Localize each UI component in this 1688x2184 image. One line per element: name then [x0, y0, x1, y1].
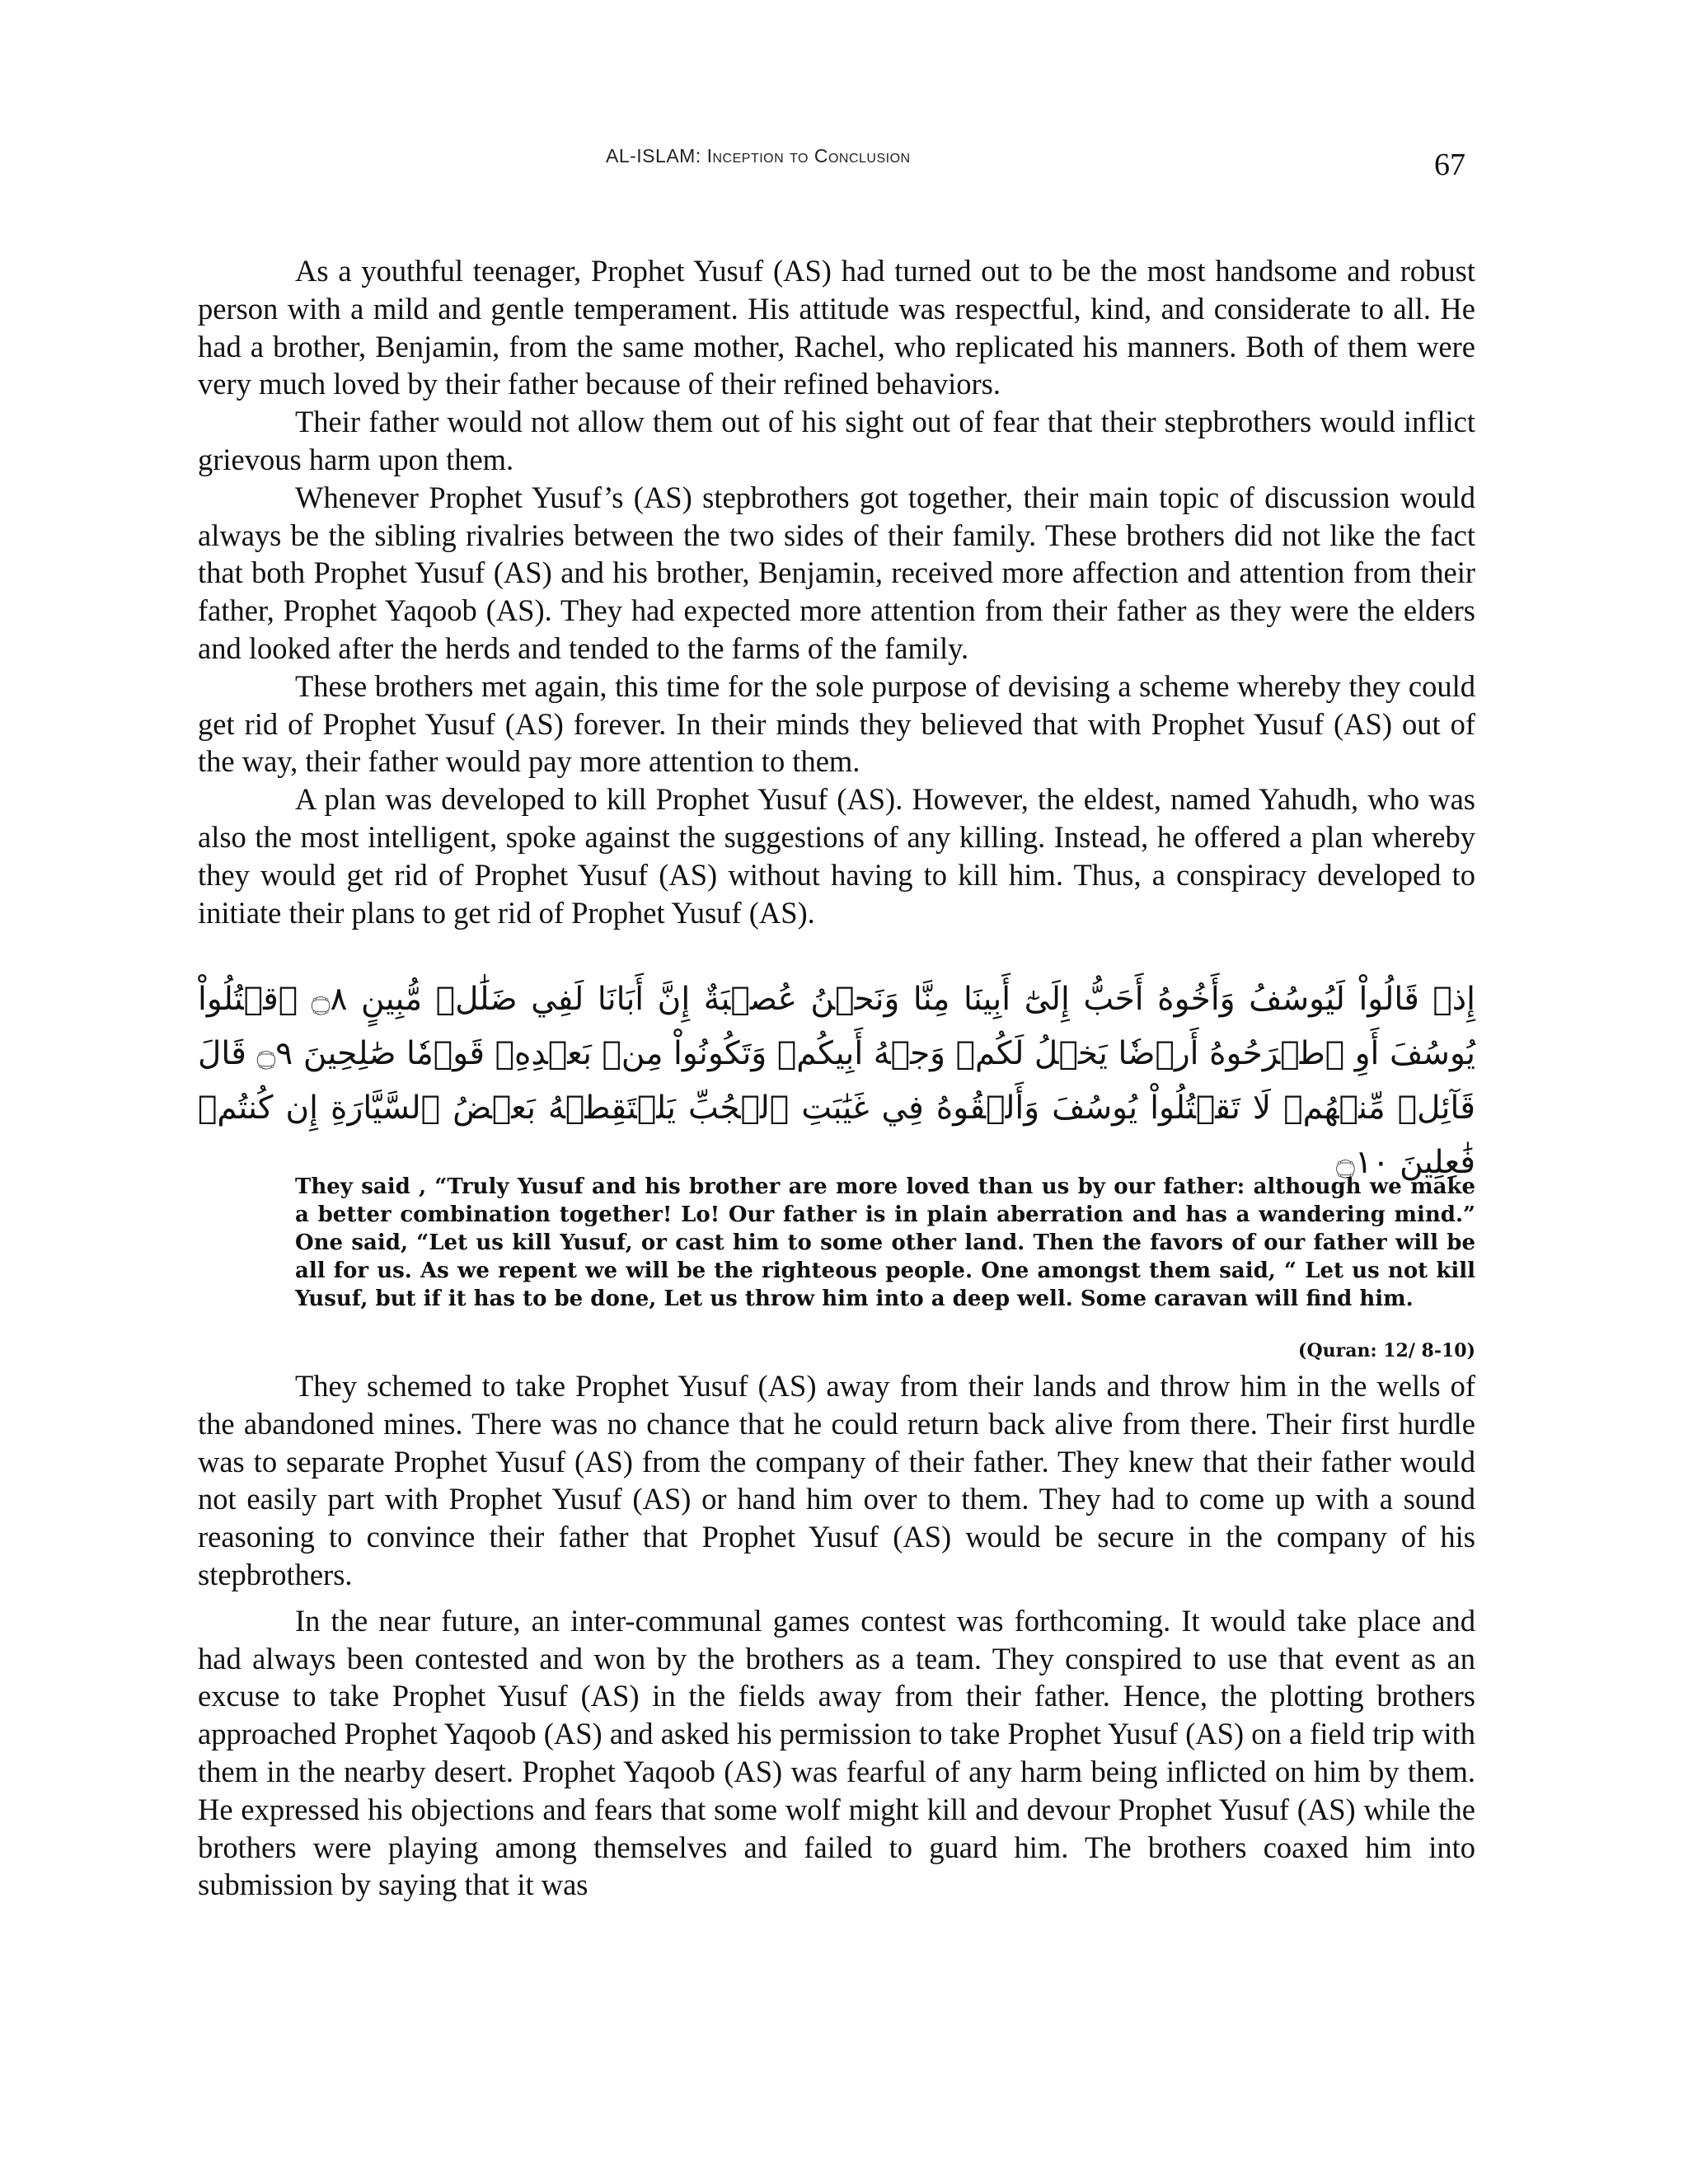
- verse-translation: They said , “Truly Yusuf and his brother are more loved than us by our father: although we make a better combination together! Lo! Our father is in plain aberration and has a wandering mind.” One said, “Let us kill Yusuf, or cast him to some other land. Then the favors of our father will be all for us. As we repent we will be the righteous people. One amongst them said, “ Let us not kill Yusuf, but if it has to be done, Let us throw him into a deep well. Some caravan will find him.: [295, 1174, 1475, 1311]
- paragraph: They schemed to take Prophet Yusuf (AS) away from their lands and throw him in the wells of the abandoned mines. There was no chance that he could return back alive from there. Their first hurdle was to separate Prophet Yusuf (AS) from the company of their father. They knew that their father would not easily part with Prophet Yusuf (AS) or hand him over to them. They had to come up with a sound reasoning to convince their father that Prophet Yusuf (AS) would be secure in the company of his stepbrothers.: [198, 1369, 1475, 1591]
- paragraph: As a youthful teenager, Prophet Yusuf (AS) had turned out to be the most handsome and robust person with a mild and gentle temperament. His attitude was respectful, kind, and considerate to all. He had a brother, Benjamin, from the same mother, Rachel, who replicated his manners. Both of them were very much loved by their father because of their refined behaviors.: [198, 254, 1475, 401]
- paragraph: Whenever Prophet Yusuf’s (AS) stepbrothers got together, their main topic of discussion would always be the sibling rivalries between the two sides of their family. These brothers did not like the fact that both Prophet Yusuf (AS) and his brother, Benjamin, received more affection and attention from their father, Prophet Yaqoob (AS). They had expected more attention from their father as they were the elders and looked after the herds and tended to the farms of the family.: [198, 480, 1475, 665]
- verse-citation: (Quran: 12/ 8-10): [1298, 1340, 1475, 1361]
- body-text-lower: [198, 1367, 1475, 1904]
- arabic-verse: إِذۡ قَالُواْ لَيُوسُفُ وَأَخُوهُ أَحَبُّ إِلَىٰٓ أَبِينَا مِنَّا وَنَحۡنُ عُصۡبَةٌ إِنَّ أَبَانَا لَفِي ضَلَٰلٖ مُّبِينٍ ۝٨ ٱقۡتُلُواْ يُوسُفَ أَوِ ٱطۡرَحُوهُ أَرۡضٗا يَخۡلُ لَكُمۡ وَجۡهُ أَبِيكُمۡ وَتَكُونُواْ مِنۢ بَعۡدِهِۦ قَوۡمٗا صَٰلِحِينَ ۝٩ قَالَ قَآئِلٞ مِّنۡهُمۡ لَا تَقۡتُلُواْ يُوسُفَ وَأَلۡقُوهُ فِي غَيَٰبَتِ ٱلۡجُبِّ يَلۡتَقِطۡهُ بَعۡضُ ٱلسَّيَّارَةِ إِن كُنتُمۡ فَٰعِلِينَ ۝١٠: [198, 981, 1475, 1181]
- page-number: 67: [1434, 148, 1465, 182]
- paragraph: In the near future, an inter-communal games contest was forthcoming. It would take place and had always been contested and won by the brothers as a team. They conspired to use that event as an excuse to take Prophet Yusuf (AS) in the fields away from their father. Hence, the plotting brothers approached Prophet Yaqoob (AS) and asked his permission to take Prophet Yusuf (AS) on a field trip with them in the nearby desert. Prophet Yaqoob (AS) was fearful of any harm being inflicted on him by them. He expressed his objections and fears that some wolf might kill and devour Prophet Yusuf (AS) while the brothers were playing among themselves and failed to guard him. The brothers coaxed him into submission by saying that it was: [198, 1603, 1475, 1902]
- paragraph: Their father would not allow them out of his sight out of fear that their stepbrothers would inflict grievous harm upon them.: [198, 405, 1475, 476]
- paragraph: These brothers met again, this time for the sole purpose of devising a scheme whereby they could get rid of Prophet Yusuf (AS) forever. In their minds they believed that with Prophet Yusuf (AS) out of the way, their father would pay more attention to them.: [198, 668, 1475, 779]
- body-text-upper: [198, 252, 1475, 931]
- running-header-title: AL-ISLAM: Inception to Conclusion: [606, 145, 911, 166]
- paragraph: A plan was developed to kill Prophet Yusuf (AS). However, the eldest, named Yahudh, who was also the most intelligent, spoke against the suggestions of any killing. Instead, he offered a plan whereby they would get rid of Prophet Yusuf (AS) without having to kill him. Thus, a conspiracy developed to initiate their plans to get rid of Prophet Yusuf (AS).: [198, 782, 1475, 930]
